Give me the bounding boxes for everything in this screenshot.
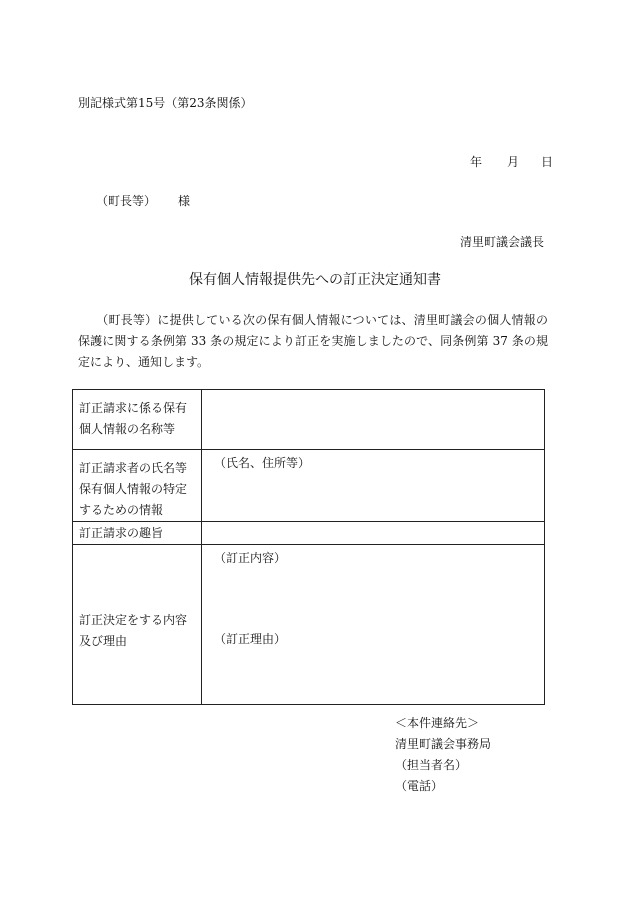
- row-label-decision: 訂正決定をする内容及び理由: [73, 545, 202, 705]
- info-table: [72, 389, 545, 705]
- addressee: [96, 192, 190, 209]
- table-row: [73, 522, 545, 545]
- correction-reason-label: （訂正理由）: [214, 632, 287, 646]
- row-value-purpose: [202, 522, 545, 545]
- date-day: 日: [541, 155, 554, 169]
- form-number: 別記様式第15号（第23条関係）: [78, 96, 253, 110]
- addressee-honorific: 様: [178, 194, 191, 208]
- row-label-requester: 訂正請求者の氏名等保有個人情報の特定するための情報: [73, 450, 202, 522]
- row-value-requester: （氏名、住所等）: [202, 450, 545, 522]
- table-row: [73, 545, 545, 705]
- body-text: [78, 310, 548, 373]
- contact-person: （担当者名）: [395, 758, 468, 772]
- date-year: 年: [470, 155, 483, 169]
- contact-block: [395, 713, 491, 797]
- contact-office: 清里町議会事務局: [395, 737, 492, 751]
- row-value-info-name: [202, 390, 545, 450]
- contact-phone: （電話）: [395, 779, 444, 793]
- row-value-decision: [202, 545, 545, 705]
- date-month: 月: [507, 155, 520, 169]
- body-paragraph: （町長等）に提供している次の保有個人情報については、清里町議会の個人情報の保護に関する条例第 33 条の規定により訂正を実施しましたので、同条例第 37 条の規定により、通知します。: [78, 313, 548, 369]
- row-label-info-name: 訂正請求に係る保有個人情報の名称等: [73, 390, 202, 450]
- document-title: 保有個人情報提供先への訂正決定通知書: [189, 272, 441, 288]
- contact-header: ＜本件連絡先＞: [395, 716, 480, 730]
- table-row: [73, 390, 545, 450]
- row-label-purpose: 訂正請求の趣旨: [73, 522, 202, 545]
- addressee-name: （町長等）: [96, 194, 157, 208]
- table-row: [73, 450, 545, 522]
- issuer: 清里町議会議長: [459, 235, 544, 249]
- correction-content-label: （訂正内容）: [214, 551, 287, 565]
